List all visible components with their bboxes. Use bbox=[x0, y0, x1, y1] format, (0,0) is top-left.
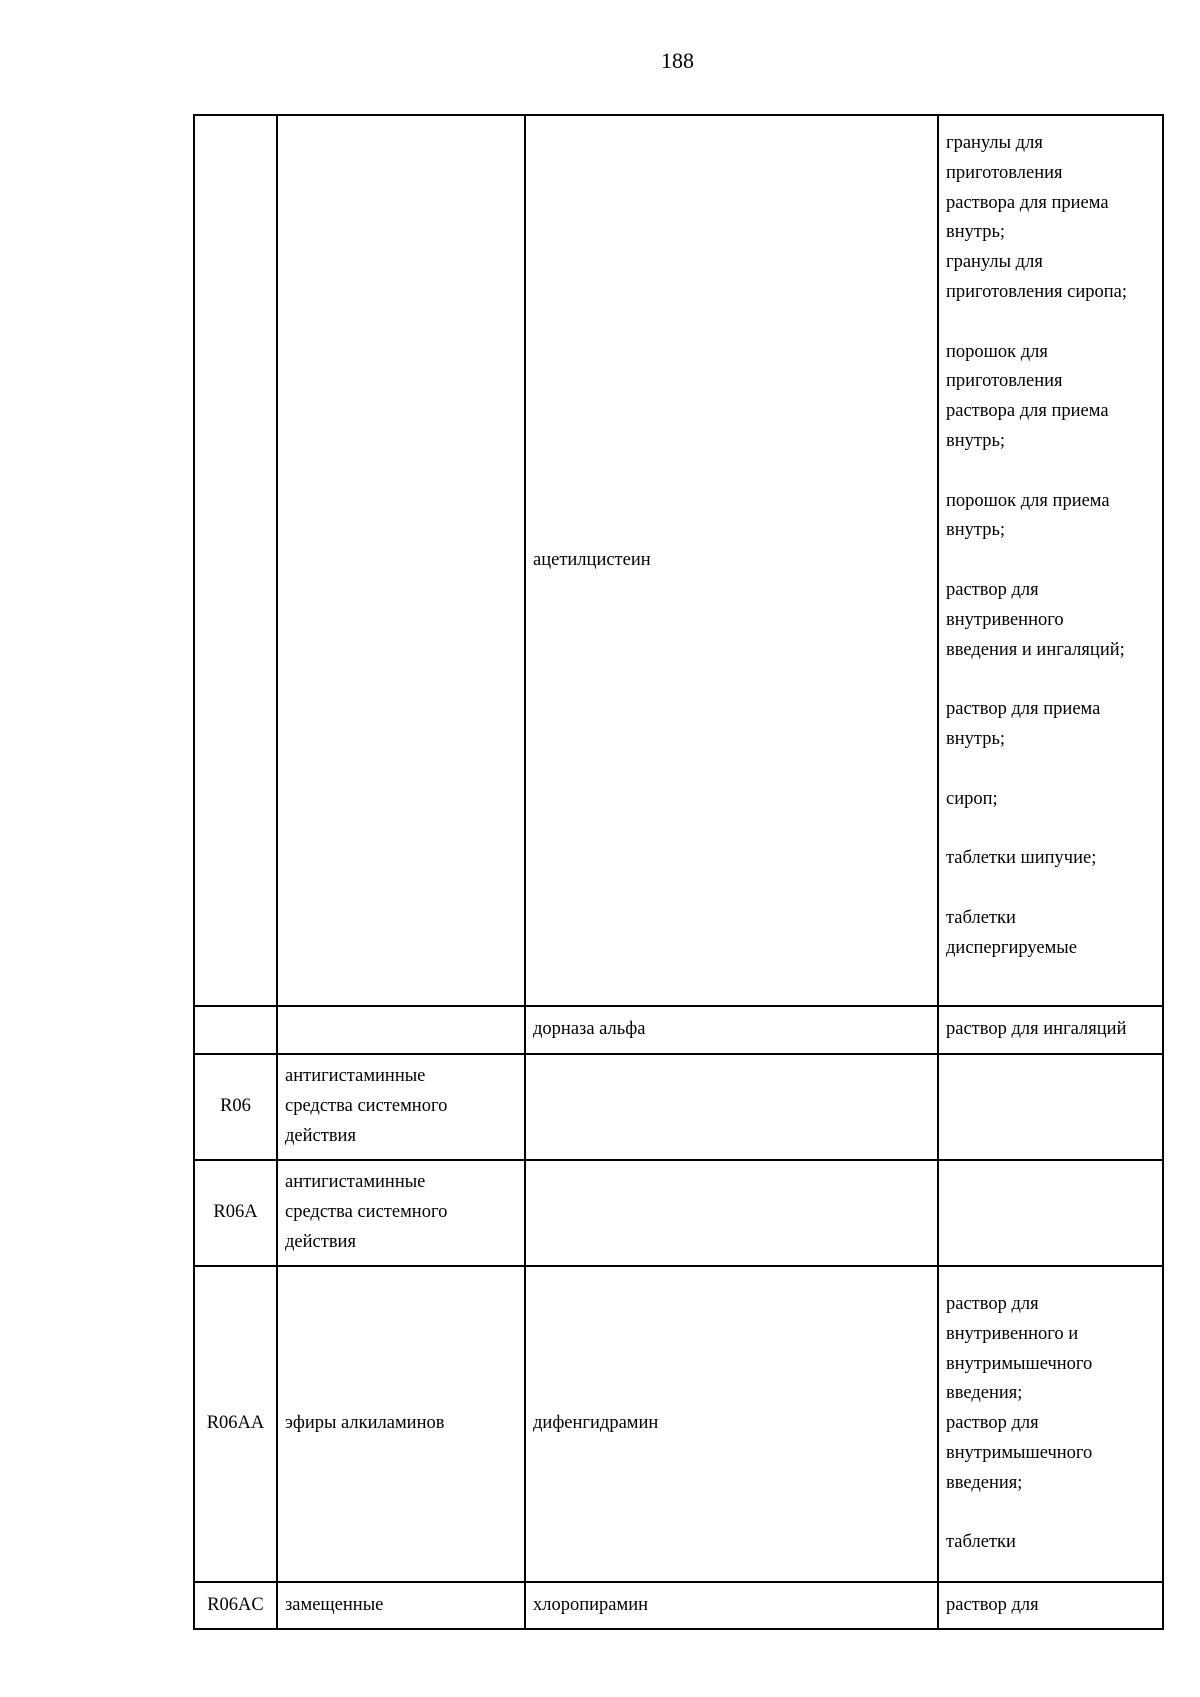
table-row bbox=[194, 1160, 1163, 1266]
medication-table bbox=[193, 114, 1164, 1630]
table-row bbox=[194, 1006, 1163, 1054]
dosage-forms-cell: гранулы для приготовления раствора для приема внутрь; гранулы для приготовления сиропа; порошок для приготовления раствора для приема внутрь; порошок для приема внутрь; раствор для внутривенного введения и ингаляций; раствор для приема внутрь; сироп; таблетки шипучие; таблетки диспергируемые bbox=[938, 115, 1163, 1006]
substance-cell: ацетилцистеин bbox=[525, 115, 938, 1006]
dosage-forms-cell: раствор для bbox=[938, 1582, 1163, 1629]
atc-code-cell bbox=[194, 1006, 277, 1054]
substance-cell bbox=[525, 1160, 938, 1266]
table-row bbox=[194, 1582, 1163, 1629]
table-row bbox=[194, 1054, 1163, 1160]
table-row bbox=[194, 115, 1163, 1006]
atc-code-cell: R06AA bbox=[194, 1266, 277, 1582]
group-cell bbox=[277, 1006, 525, 1054]
substance-cell: дифенгидрамин bbox=[525, 1266, 938, 1582]
group-cell: антигистаминные средства системного действия bbox=[277, 1054, 525, 1160]
table-row bbox=[194, 1266, 1163, 1582]
group-cell bbox=[277, 115, 525, 1006]
atc-code-cell: R06AC bbox=[194, 1582, 277, 1629]
atc-code-cell: R06 bbox=[194, 1054, 277, 1160]
group-cell: замещенные bbox=[277, 1582, 525, 1629]
atc-code-cell bbox=[194, 115, 277, 1006]
group-cell: эфиры алкиламинов bbox=[277, 1266, 525, 1582]
dosage-forms-cell bbox=[938, 1054, 1163, 1160]
dosage-forms-cell bbox=[938, 1160, 1163, 1266]
substance-cell: дорназа альфа bbox=[525, 1006, 938, 1054]
substance-cell bbox=[525, 1054, 938, 1160]
dosage-forms-cell: раствор для внутривенного и внутримышечного введения; раствор для внутримышечного введения; таблетки bbox=[938, 1266, 1163, 1582]
atc-code-cell: R06A bbox=[194, 1160, 277, 1266]
page-number: 188 bbox=[661, 48, 694, 73]
substance-cell: хлоропирамин bbox=[525, 1582, 938, 1629]
group-cell: антигистаминные средства системного действия bbox=[277, 1160, 525, 1266]
dosage-forms-cell: раствор для ингаляций bbox=[938, 1006, 1163, 1054]
